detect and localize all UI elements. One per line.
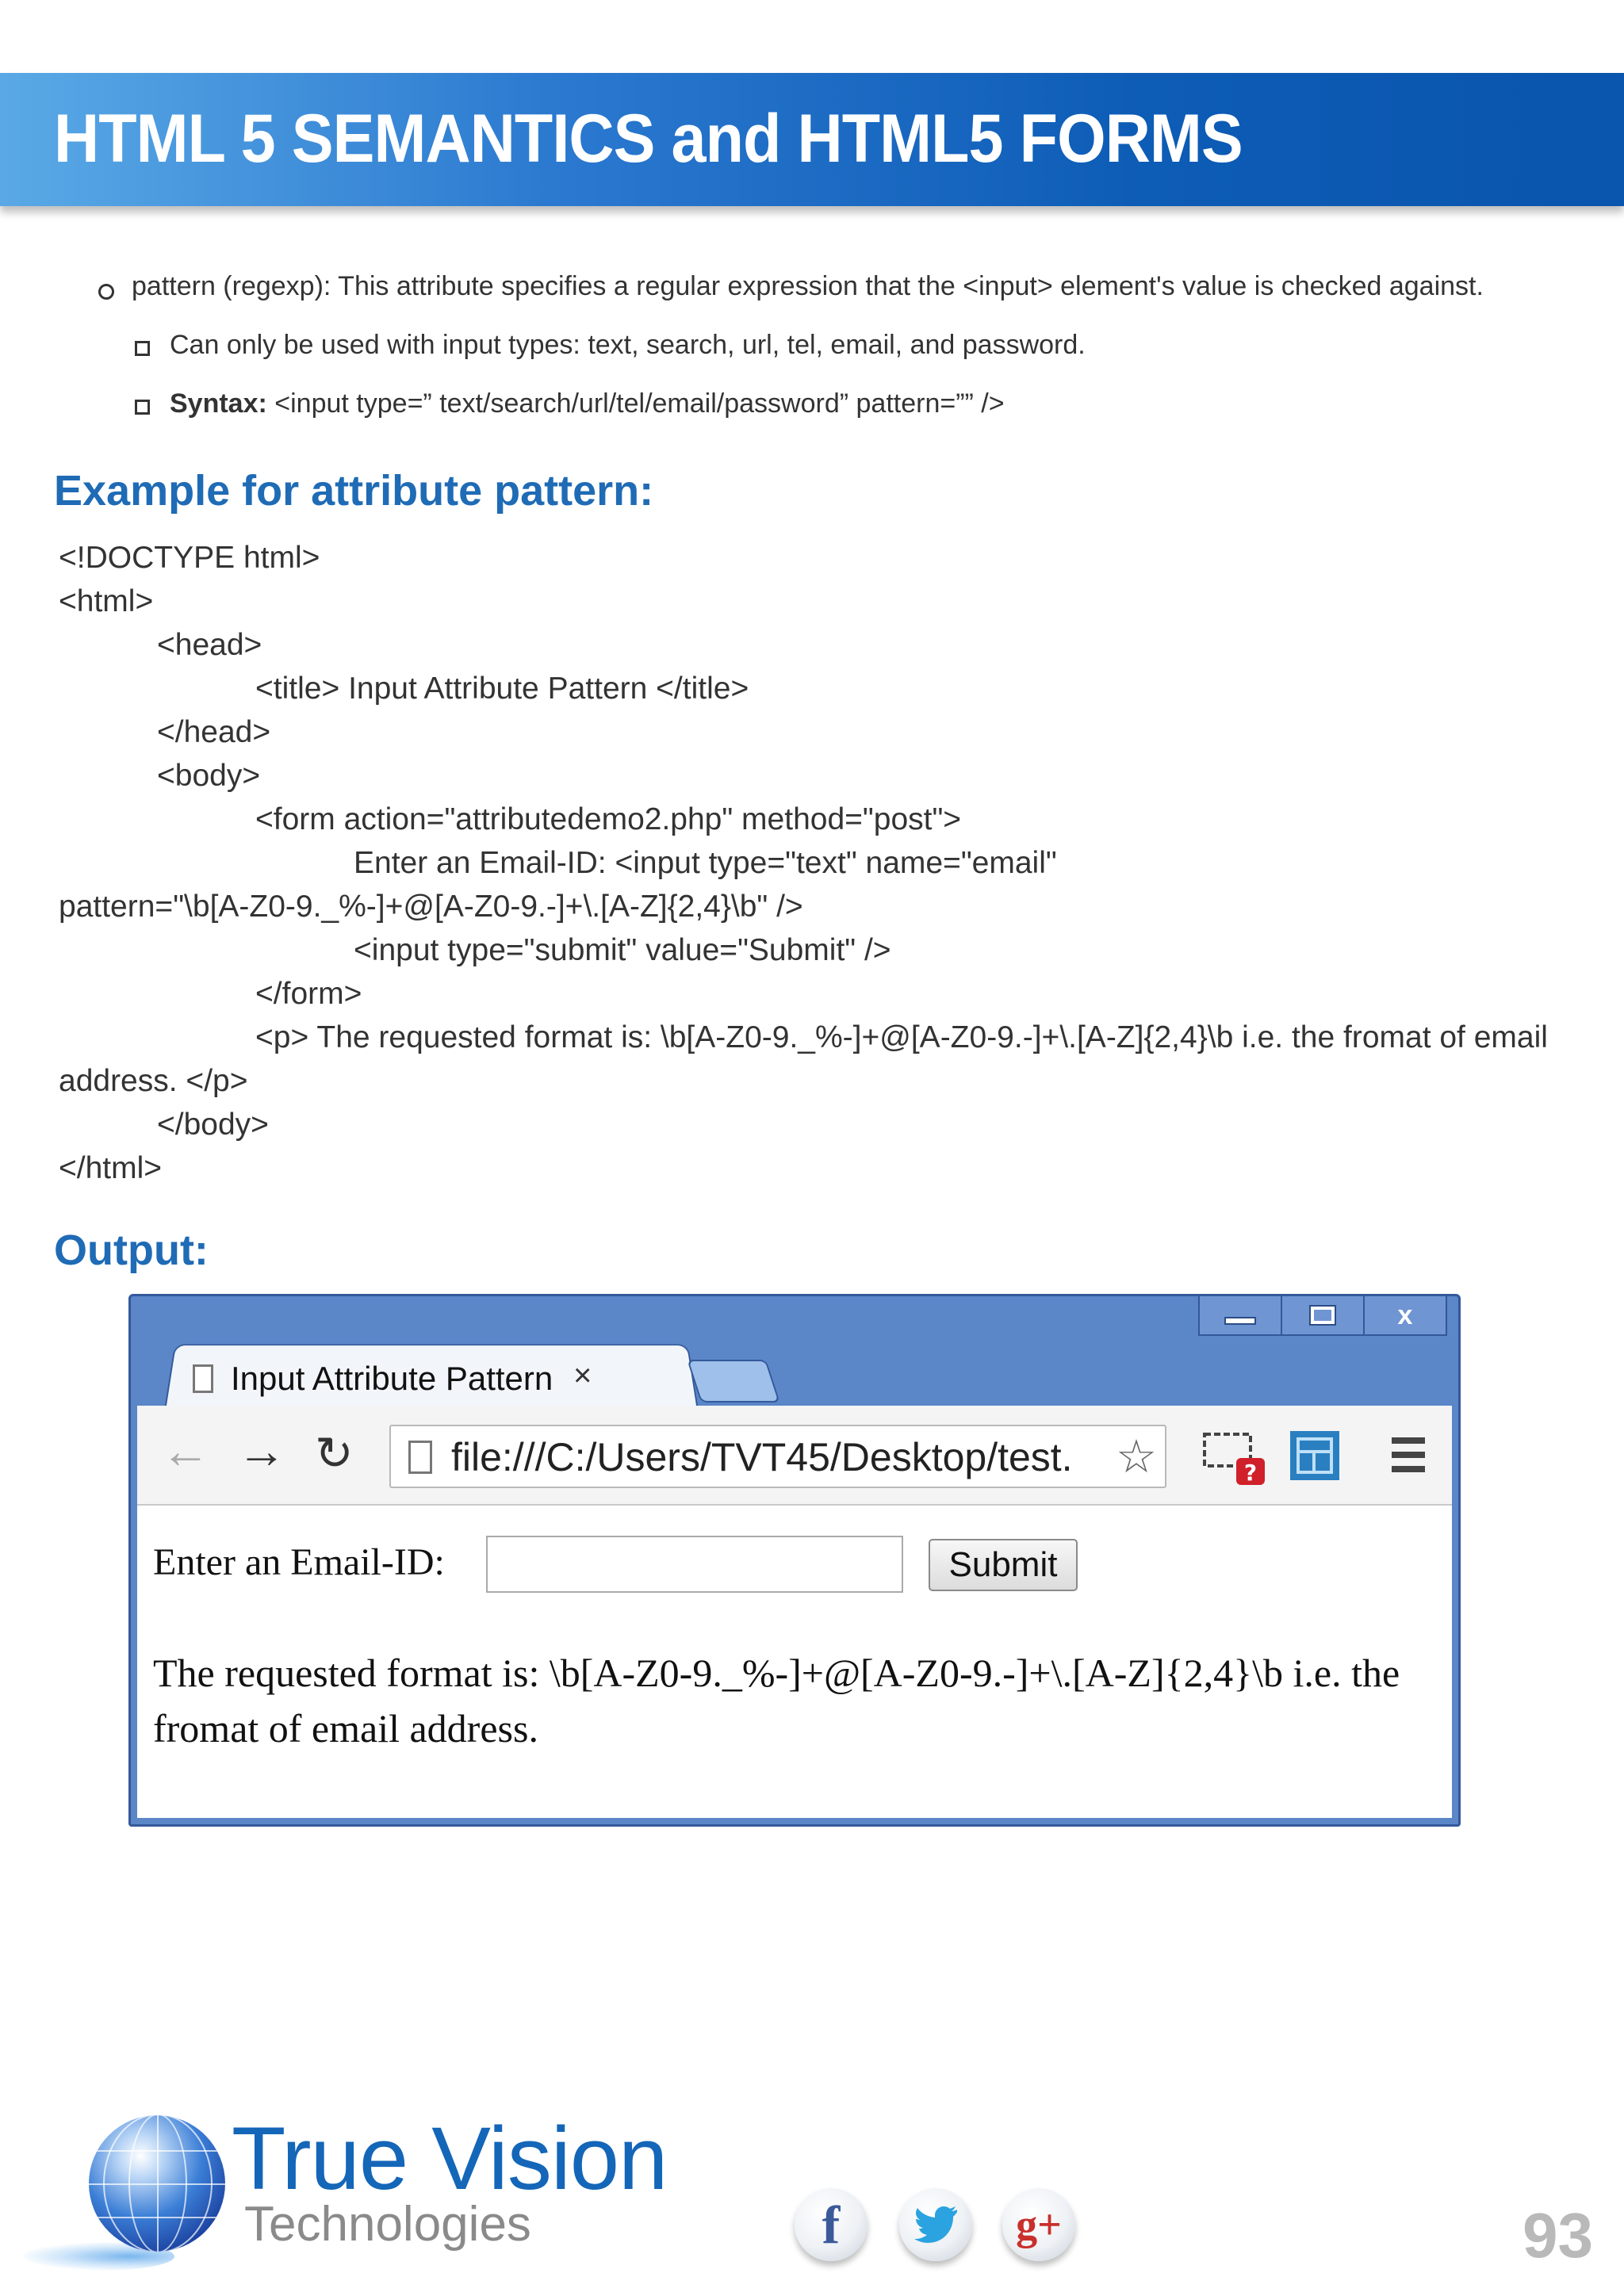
minimize-icon [1224, 1317, 1256, 1325]
email-label: Enter an Email-ID: [153, 1541, 445, 1583]
square-bullet-icon [135, 400, 150, 415]
tab-close-icon[interactable]: × [573, 1358, 592, 1393]
menu-icon[interactable] [1388, 1433, 1428, 1477]
submit-button[interactable]: Submit [929, 1539, 1078, 1591]
maximize-icon [1311, 1307, 1335, 1324]
back-arrow-icon[interactable]: ← [161, 1424, 210, 1479]
window-controls [1198, 1296, 1447, 1336]
circle-bullet-icon [98, 284, 114, 300]
code-line: <html> [59, 584, 154, 618]
bullet-pattern [98, 271, 1484, 302]
globe-logo-icon [89, 2115, 225, 2252]
browser-toolbar [137, 1406, 1452, 1506]
code-line: <head> [157, 628, 262, 662]
google-plus-icon[interactable]: g+ [1002, 2188, 1075, 2261]
code-line: </head> [157, 715, 271, 749]
maximize-button[interactable] [1281, 1296, 1363, 1334]
browser-window [128, 1294, 1461, 1827]
browser-tab-content [193, 1349, 653, 1409]
minimize-button[interactable] [1200, 1296, 1281, 1334]
page-title: HTML 5 SEMANTICS and HTML5 FORMS [54, 101, 1243, 177]
code-line: <form action="attributedemo2.php" method="post"> [255, 802, 962, 836]
subbullet-syntax [135, 388, 1005, 419]
page-number: 93 [1522, 2200, 1593, 2271]
forward-arrow-icon[interactable]: → [237, 1424, 286, 1479]
bullet-pattern-text: pattern (regexp): This attribute specifies a regular expression that the <input> element's value is checked against. [132, 271, 1484, 301]
new-tab-button[interactable] [687, 1360, 780, 1402]
url-text: file:///C:/Users/TVT45/Desktop/test. [451, 1435, 1073, 1479]
brand-name: True Vision [232, 2109, 668, 2208]
close-window-button[interactable]: x [1363, 1296, 1446, 1334]
extension-icon[interactable] [1289, 1429, 1341, 1482]
facebook-icon[interactable]: f [795, 2188, 868, 2261]
code-line: </body> [157, 1108, 269, 1142]
twitter-icon[interactable] [899, 2188, 972, 2261]
code-line: <p> The requested format is: \b[A-Z0-9._%-]+@[A-Z0-9.-]+\.[A-Z]{2,4}\b i.e. the fromat of email [255, 1020, 1548, 1054]
bookmark-star-icon[interactable]: ☆ [1116, 1431, 1157, 1483]
svg-text:?: ? [1243, 1460, 1258, 1486]
subbullet-input-types-text: Can only be used with input types: text, search, url, tel, email, and password. [170, 330, 1086, 360]
output-heading: Output: [54, 1226, 209, 1274]
syntax-text: <input type=” text/search/url/tel/email/password” pattern=”” /> [266, 388, 1005, 419]
page-content [137, 1506, 1452, 1818]
code-block [59, 536, 1581, 1190]
square-bullet-icon [135, 341, 150, 356]
tab-title: Input Attribute Pattern [231, 1360, 553, 1397]
code-line: <body> [157, 759, 261, 793]
code-line: <title> Input Attribute Pattern </title> [255, 672, 749, 706]
subbullet-input-types [135, 330, 1086, 361]
code-line: <input type="submit" value="Submit" /> [354, 933, 891, 967]
code-line: Enter an Email-ID: <input type="text" name="email" [354, 846, 1057, 880]
email-input[interactable] [486, 1536, 903, 1593]
brand-subtitle: Technologies [244, 2197, 531, 2252]
code-line: pattern="\b[A-Z0-9._%-]+@[A-Z0-9.-]+\.[A-Z]{2,4}\b" /> [59, 890, 803, 924]
cast-warning-icon[interactable] [1201, 1428, 1273, 1488]
page-icon [193, 1364, 213, 1393]
code-line: <!DOCTYPE html> [59, 541, 320, 575]
requested-format-text: The requested format is: \b[A-Z0-9._%-]+@[A-Z0-9.-]+\.[A-Z]{2,4}\b i.e. the fromat of email address. [153, 1651, 1400, 1751]
header-banner [0, 73, 1624, 206]
syntax-label: Syntax: [170, 388, 267, 419]
page-icon [408, 1441, 432, 1474]
reload-icon[interactable]: ↻ [315, 1428, 354, 1479]
code-line: address. </p> [59, 1064, 248, 1098]
address-bar[interactable] [389, 1425, 1166, 1488]
example-heading: Example for attribute pattern: [54, 467, 654, 515]
code-line: </html> [59, 1151, 163, 1185]
code-line: </form> [255, 977, 362, 1011]
